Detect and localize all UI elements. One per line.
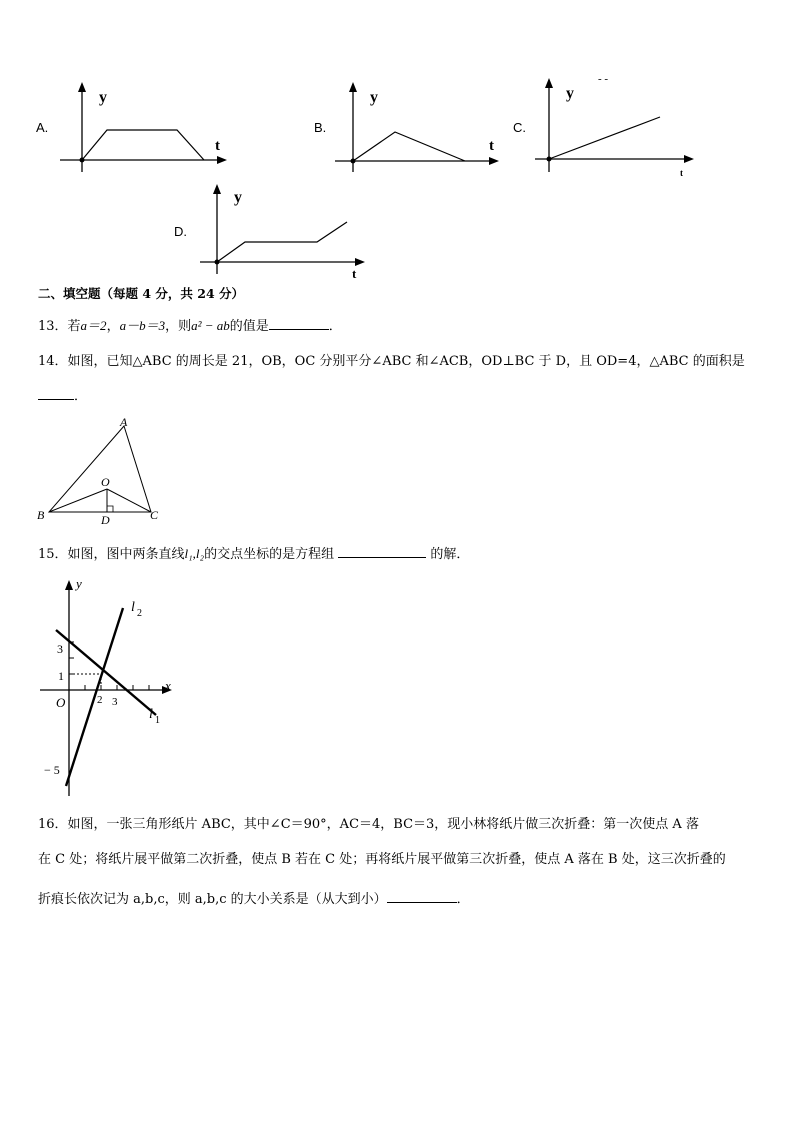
graph-a-ylabel: y	[99, 89, 107, 106]
q16-line3-text: 折痕长依次记为 a,b,c，则 a,b,c 的大小关系是（从大到小）	[38, 892, 387, 907]
q15-end: 的解．	[430, 547, 470, 562]
q14-triangle-figure	[34, 412, 174, 530]
fig15-tick-1: 1	[58, 669, 64, 683]
fig15-l2-label: l	[131, 600, 135, 615]
question-14-line2	[38, 385, 87, 407]
q15-lines: l₁,l₂	[184, 546, 205, 561]
q15-answer-blank[interactable]	[338, 543, 426, 558]
question-13	[38, 315, 342, 337]
q13-cond1: a＝2	[80, 318, 107, 333]
q16-answer-blank[interactable]	[387, 888, 457, 903]
option-c-label: C.	[513, 120, 526, 135]
q13-tail: 的值是	[229, 319, 269, 334]
q13-sep2: ，则	[165, 319, 192, 334]
graph-b-ylabel: y	[370, 89, 378, 106]
option-d-label: D.	[174, 224, 187, 239]
graph-a	[55, 80, 235, 180]
q14-end: ．	[74, 389, 88, 404]
q13-cond2: a－b＝3	[119, 318, 166, 333]
question-14-line1: 14．如图，已知△ABC 的周长是 21，OB，OC 分别平分∠ABC 和∠ACB，OD⊥BC 于 D，且 OD=4，△ABC 的面积是	[38, 354, 745, 369]
fig14-label-d: D	[101, 513, 110, 527]
q13-sep1: ，	[106, 319, 120, 334]
graph-d-ylabel: y	[234, 189, 242, 206]
section-title: 二、填空题（每题 4 分，共 24 分）	[38, 286, 245, 301]
q15-start: 15．如图，图中两条直线	[38, 547, 185, 562]
q15-coordinate-figure	[36, 576, 186, 798]
fig15-tick-2: 2	[97, 694, 103, 706]
fig15-y-label: y	[76, 576, 82, 591]
q13-expression: a² − ab	[191, 318, 230, 333]
q15-mid: 的交点坐标的是方程组	[204, 547, 335, 562]
fig14-label-o: O	[101, 475, 110, 489]
graph-c-ylabel: y	[566, 85, 574, 102]
graph-c	[530, 72, 700, 180]
fig15-x-label: x	[165, 678, 171, 693]
question-16-line3	[38, 888, 470, 910]
fig15-l1-label: l	[149, 707, 153, 722]
fig14-label-b: B	[37, 508, 45, 522]
graph-b-xlabel: t	[489, 138, 494, 154]
question-15	[38, 543, 469, 565]
graph-c-mark: - -	[598, 73, 609, 85]
q16-end: ．	[456, 892, 470, 907]
q13-end: ．	[328, 319, 342, 334]
fig14-label-c: C	[150, 508, 159, 522]
graph-a-xlabel: t	[215, 138, 220, 154]
option-b-label: B.	[314, 120, 327, 135]
q14-answer-blank[interactable]	[38, 385, 74, 400]
fig15-tick-3x: 3	[112, 696, 118, 708]
graph-c-xlabel: t	[680, 168, 683, 178]
fig15-tick-neg5: − 5	[44, 763, 60, 777]
fig15-l2-sub: 2	[137, 608, 142, 619]
option-a-label: A.	[36, 120, 49, 135]
graph-b	[330, 80, 510, 180]
fig15-origin-label: O	[56, 695, 66, 710]
fig15-l1-sub: 1	[155, 715, 160, 726]
graph-d	[195, 180, 370, 280]
q13-answer-blank[interactable]	[269, 315, 329, 330]
fig14-label-a: A	[120, 415, 128, 429]
graph-d-xlabel: t	[352, 266, 357, 280]
q13-num: 13．若	[38, 319, 81, 334]
question-16-line2: 在 C 处；将纸片展平做第二次折叠，使点 B 若在 C 处；再将纸片展平做第三次折叠，使点 A 落在 B 处，这三次折叠的	[38, 852, 726, 867]
fig15-tick-3: 3	[57, 642, 63, 656]
question-16-line1: 16．如图，一张三角形纸片 ABC，其中∠C＝90°，AC＝4，BC＝3，现小林将纸片做三次折叠：第一次使点 A 落	[38, 817, 699, 832]
